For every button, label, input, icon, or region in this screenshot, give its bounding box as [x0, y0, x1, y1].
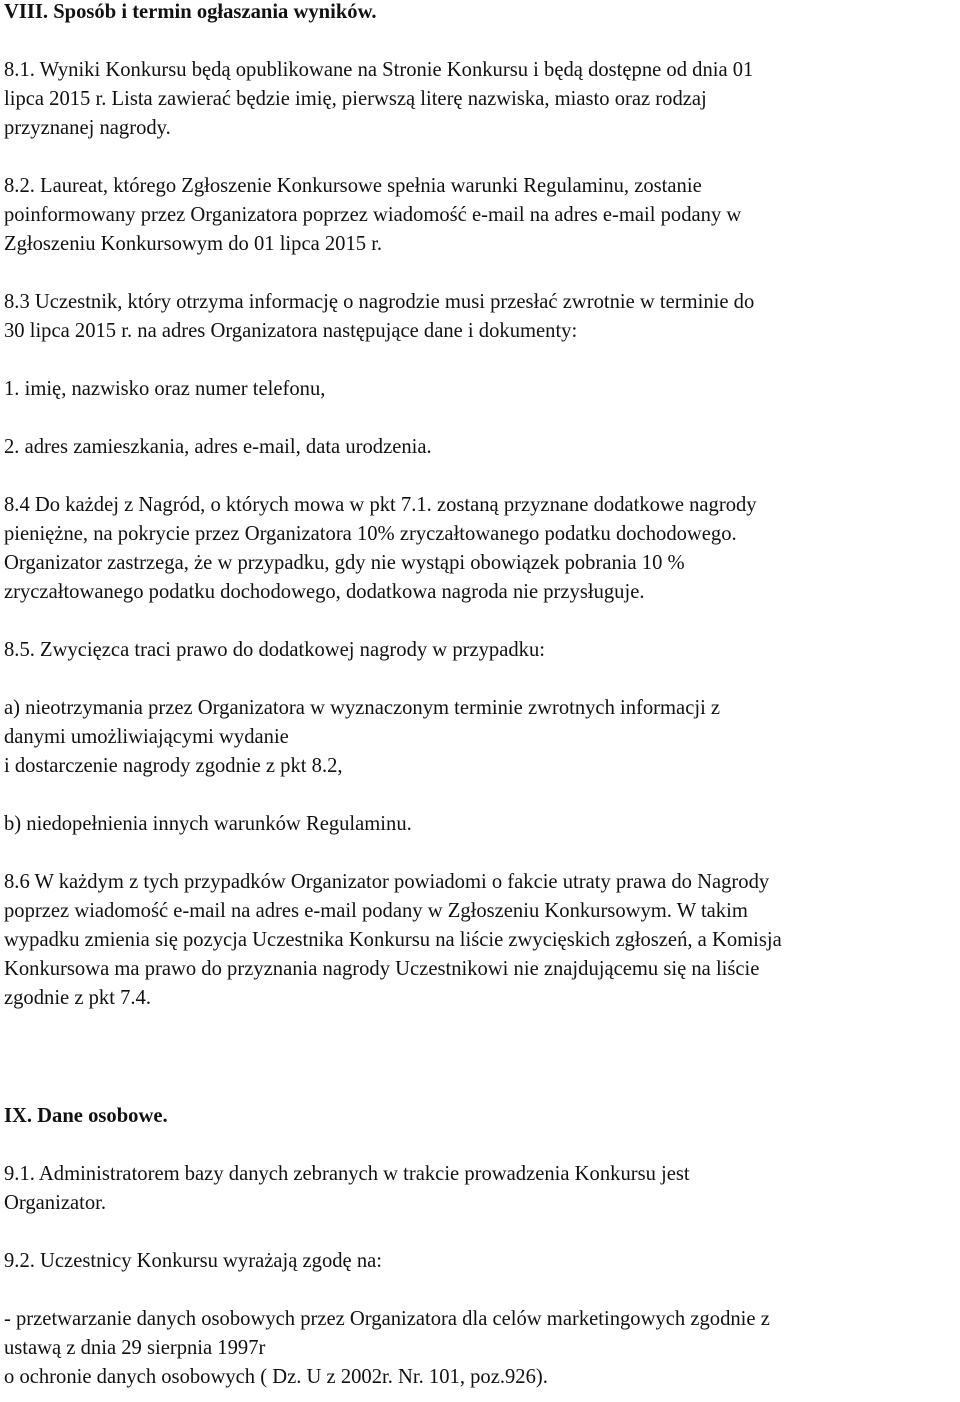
paragraph-line: lipca 2015 r. Lista zawierać będzie imię, pierwszą literę nazwiska, miasto oraz rodzaj	[4, 88, 707, 110]
paragraph-line: 9.1. Administratorem bazy danych zebranych w trakcie prowadzenia Konkursu jest	[4, 1163, 690, 1185]
paragraph-line: Organizator.	[4, 1192, 106, 1214]
paragraph-line: pieniężne, na pokrycie przez Organizatora 10% zryczałtowanego podatku dochodowego.	[4, 523, 737, 545]
paragraph-line: Konkursowa ma prawo do przyznania nagrody Uczestnikowi nie znajdującemu się na liście	[4, 958, 760, 980]
section-9-heading: IX. Dane osobowe.	[4, 1105, 168, 1127]
paragraph-line: i dostarczenie nagrody zgodnie z pkt 8.2,	[4, 755, 343, 777]
paragraph-line: Zgłoszeniu Konkursowym do 01 lipca 2015 r.	[4, 233, 383, 255]
section-8-heading: VIII. Sposób i termin ogłaszania wyników.	[4, 1, 377, 23]
paragraph-line: danymi umożliwiającymi wydanie	[4, 726, 289, 748]
paragraph-line: zryczałtowanego podatku dochodowego, dodatkowa nagroda nie przysługuje.	[4, 581, 645, 603]
paragraph-line: wypadku zmienia się pozycja Uczestnika Konkursu na liście zwycięskich zgłoszeń, a Komisja	[4, 929, 782, 951]
paragraph-8-5: 8.5. Zwycięzca traci prawo do dodatkowej nagrody w przypadku:	[4, 639, 545, 661]
list-item: 1. imię, nazwisko oraz numer telefonu,	[4, 378, 326, 400]
paragraph-line: 8.6 W każdym z tych przypadków Organizator powiadomi o fakcie utraty prawa do Nagrody	[4, 871, 770, 893]
paragraph-line: poprzez wiadomość e-mail na adres e-mail podany w Zgłoszeniu Konkursowym. W takim	[4, 900, 748, 922]
paragraph-line: Organizator zastrzega, że w przypadku, gdy nie wystąpi obowiązek pobrania 10 %	[4, 552, 685, 574]
paragraph-line: 8.2. Laureat, którego Zgłoszenie Konkursowe spełnia warunki Regulaminu, zostanie	[4, 175, 702, 197]
paragraph-line: zgodnie z pkt 7.4.	[4, 987, 151, 1009]
paragraph-line: - przetwarzanie danych osobowych przez Organizatora dla celów marketingowych zgodnie z	[4, 1308, 770, 1330]
paragraph-line: przyznanej nagrody.	[4, 117, 171, 139]
paragraph-line: 30 lipca 2015 r. na adres Organizatora następujące dane i dokumenty:	[4, 320, 578, 342]
paragraph-line: ustawą z dnia 29 sierpnia 1997r	[4, 1337, 266, 1359]
paragraph-line: 8.4 Do każdej z Nagród, o których mowa w pkt 7.1. zostaną przyznane dodatkowe nagrody	[4, 494, 757, 516]
paragraph-9-2: 9.2. Uczestnicy Konkursu wyrażają zgodę na:	[4, 1250, 382, 1272]
paragraph-line: poinformowany przez Organizatora poprzez wiadomość e-mail na adres e-mail podany w	[4, 204, 742, 226]
paragraph-line: 8.1. Wyniki Konkursu będą opublikowane na Stronie Konkursu i będą dostępne od dnia 01	[4, 59, 754, 81]
paragraph-b: b) niedopełnienia innych warunków Regulaminu.	[4, 813, 412, 835]
paragraph-line: a) nieotrzymania przez Organizatora w wyznaczonym terminie zwrotnych informacji z	[4, 697, 721, 719]
paragraph-line: o ochronie danych osobowych ( Dz. U z 2002r. Nr. 101, poz.926).	[4, 1366, 548, 1388]
list-item: 2. adres zamieszkania, adres e-mail, data urodzenia.	[4, 436, 432, 458]
paragraph-line: 8.3 Uczestnik, który otrzyma informację o nagrodzie musi przesłać zwrotnie w terminie do	[4, 291, 755, 313]
